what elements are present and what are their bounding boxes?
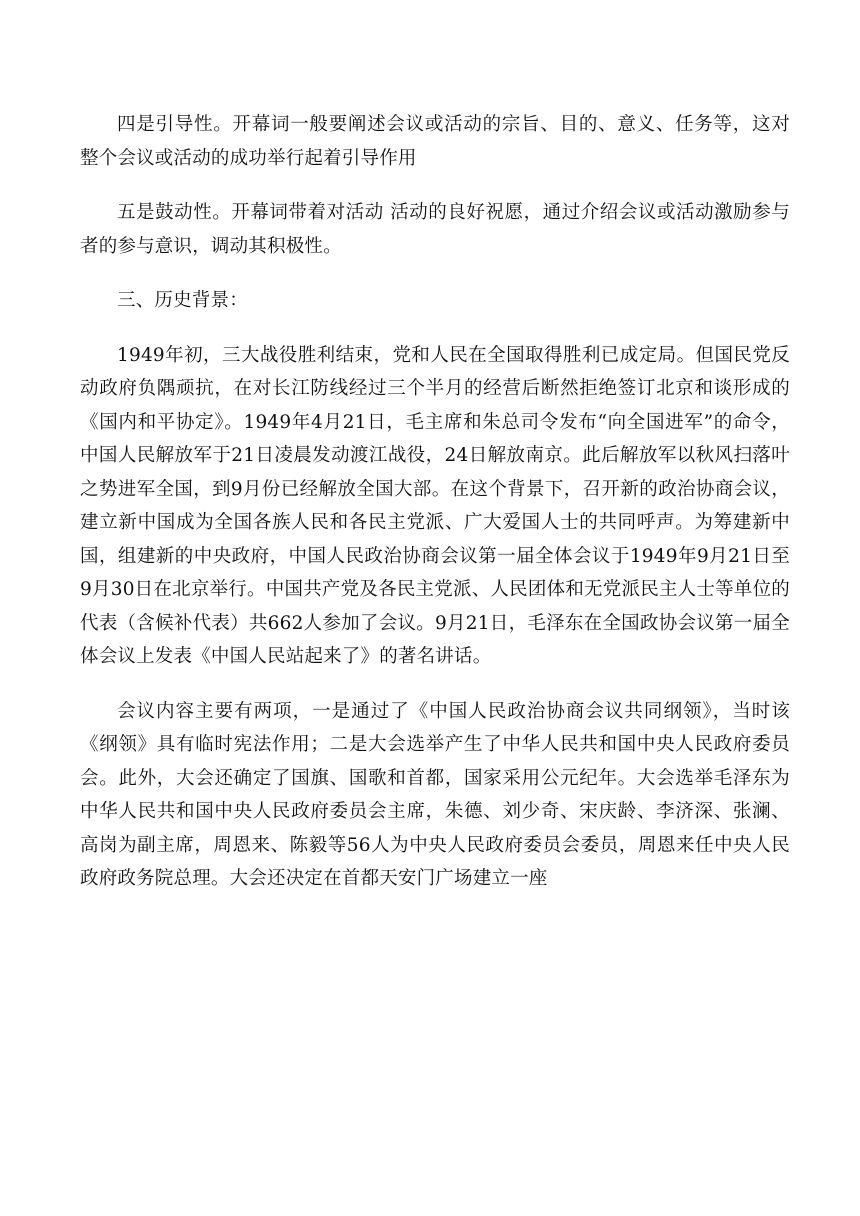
paragraph-history-1949: 1949年初，三大战役胜利结束，党和人民在全国取得胜利已成定局。但国民党反动政府负隅顽抗，在对长江防线经过三个半月的经营后断然拒绝签订北京和谈形成的《国内和平协定》。1949年4月21日，毛主席和朱总司令发布“向全国进军”的命令，中国人民解放军于21日凌晨发动渡江战役，24日解放南京。此后解放军以秋风扫落叶之势进军全国，到9月份已经解放全国大部。在这个背景下，召开新的政治协商会议，建立新中国成为全国各族人民和各民主党派、广大爱国人士的共同呼声。为筹建新中国，组建新的中央政府，中国人民政治协商会议第一届全体会议于1949年9月21日至9月30日在北京举行。中国共产党及各民主党派、人民团体和无党派民主人士等单位的代表（含候补代表）共662人参加了会议。9月21日，毛泽东在全国政协会议第一届全体会议上发表《中国人民站起来了》的著名讲话。 bbox=[80, 344, 790, 667]
paragraph-guidance: 四是引导性。开幕词一般要阐述会议或活动的宗旨、目的、意义、任务等，这对整个会议或活动的成功举行起着引导作用 bbox=[80, 114, 790, 169]
paragraph-encouragement: 五是鼓动性。开幕词带着对活动 活动的良好祝愿，通过介绍会议或活动激励参与者的参与意识，调动其积极性。 bbox=[80, 202, 790, 257]
paragraph-conference-content: 会议内容主要有两项，一是通过了《中国人民政治协商会议共同纲领》，当时该《纲领》具有临时宪法作用；二是大会选举产生了中华人民共和国中央人民政府委员会。此外，大会还确定了国旗、国歌和首都，国家采用公元纪年。大会选举毛泽东为中华人民共和国中央人民政府委员会主席，朱德、刘少奇、宋庆龄、李济深、张澜、高岗为副主席，周恩来、陈毅等56人为中央人民政府委员会委员，周恩来任中央人民政府政务院总理。大会还决定在首都天安门广场建立一座 bbox=[80, 700, 790, 889]
document-page bbox=[80, 108, 790, 896]
section-heading-historical-background: 三、历史背景： bbox=[117, 290, 248, 311]
